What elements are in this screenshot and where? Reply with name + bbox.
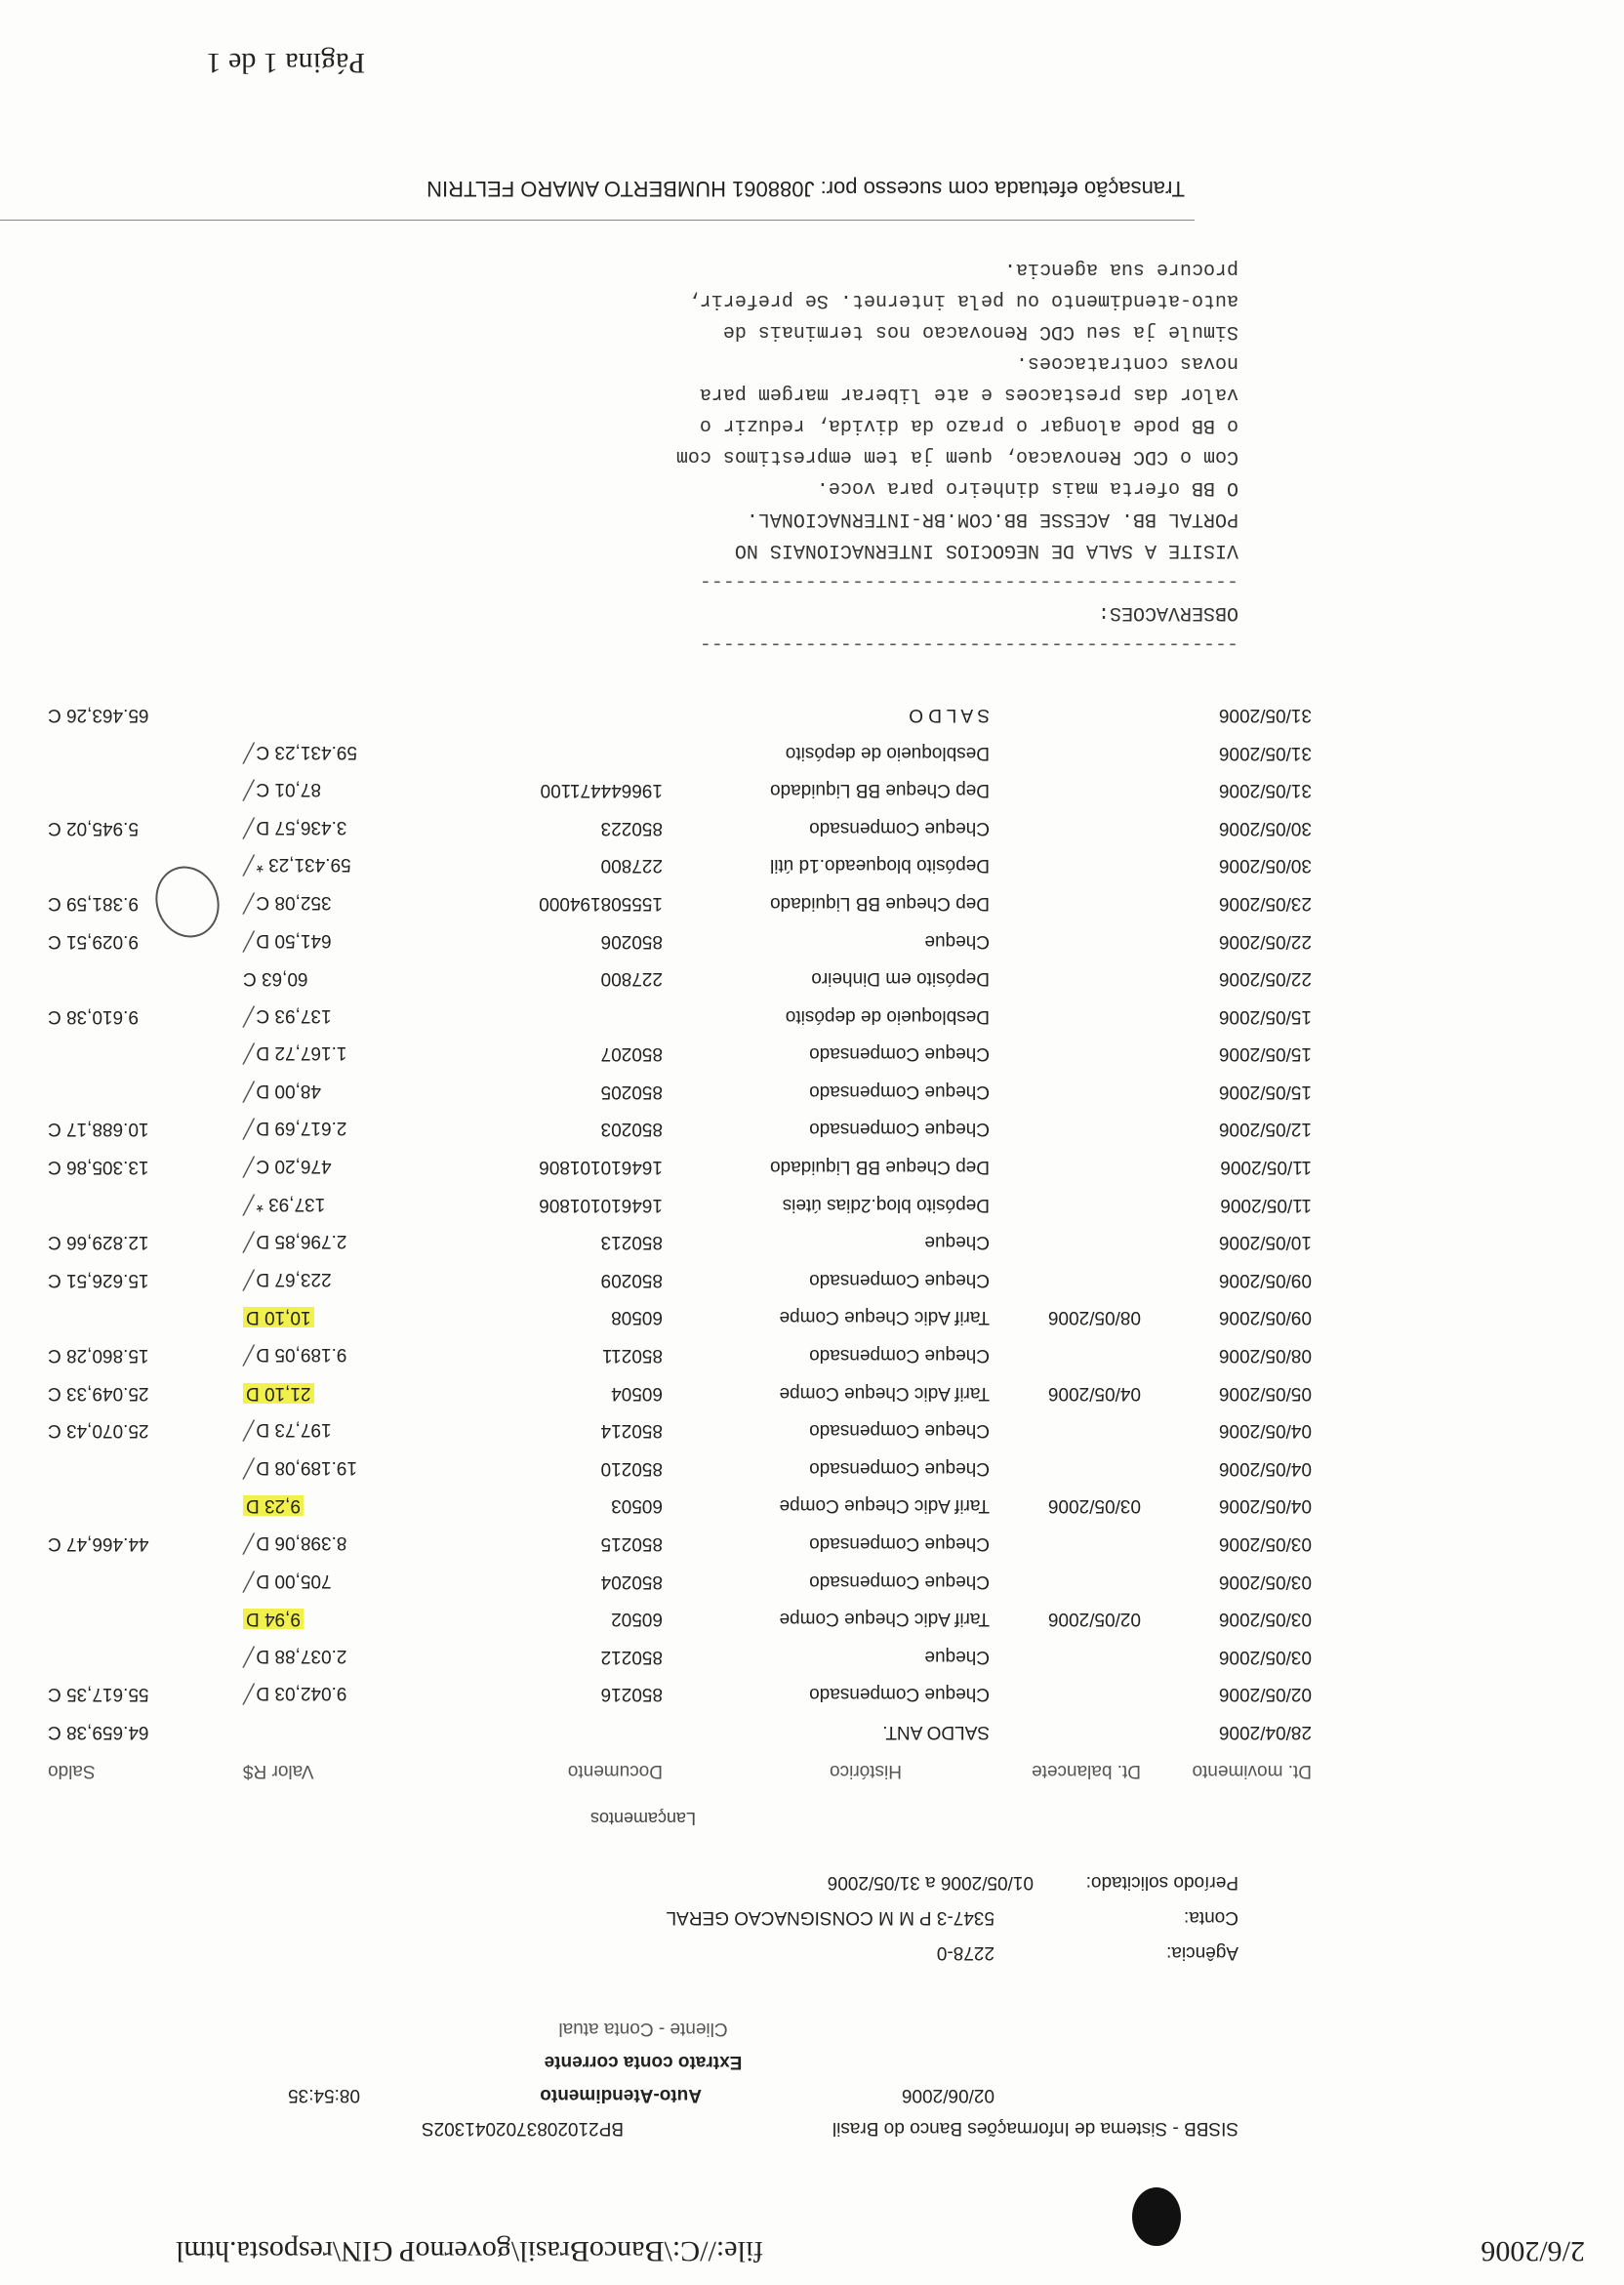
cell-balance: 5.945,02 C xyxy=(48,817,139,838)
ledger-row xyxy=(14,1258,1312,1296)
ledger-row xyxy=(14,693,1312,731)
cell-movement-date: 03/05/2006 xyxy=(1218,1609,1312,1630)
cell-movement-date: 31/05/2006 xyxy=(1218,780,1312,801)
ledger-header-row xyxy=(14,1748,1312,1787)
col-document: Documento xyxy=(567,1761,663,1781)
cell-document-number: 60508 xyxy=(611,1307,663,1328)
cell-document-number: 850211 xyxy=(602,1345,663,1367)
cell-movement-date: 30/05/2006 xyxy=(1218,817,1312,838)
cell-history: Cheque xyxy=(924,1646,990,1667)
cell-movement-date: 03/05/2006 xyxy=(1218,1571,1312,1592)
cell-balance: 12.829,66 C xyxy=(48,1232,149,1253)
statement-title: Extrato conta corrente xyxy=(544,2052,743,2072)
cell-movement-date: 11/05/2006 xyxy=(1220,1194,1312,1215)
ledger-row xyxy=(14,1710,1312,1748)
cell-movement-date: 15/05/2006 xyxy=(1218,1005,1312,1027)
ledger-row xyxy=(14,958,1312,996)
cell-amount: 2.796,85 D╱ xyxy=(243,1231,347,1252)
cell-movement-date: 22/05/2006 xyxy=(1218,968,1312,990)
handwritten-check-icon: ╱ xyxy=(243,1118,255,1139)
cell-document-number: 850206 xyxy=(600,930,663,952)
cell-amount: 3.436,57 D╱ xyxy=(243,816,347,837)
statement-subtitle: Cliente - Conta atual xyxy=(558,2019,728,2039)
cell-document-number: 850214 xyxy=(600,1420,663,1442)
cell-history: Cheque Compensado xyxy=(809,1119,990,1140)
cell-document-number: 850209 xyxy=(600,1269,663,1290)
observation-line: procure sua agencia. xyxy=(1003,258,1238,280)
cell-amount: 59.431,23 C╱ xyxy=(243,741,357,762)
cell-history: Cheque Compensado xyxy=(809,817,990,838)
cell-balance: 13.305,86 C xyxy=(48,1157,149,1178)
cell-amount: 8.398,06 D╱ xyxy=(243,1532,347,1554)
cell-balance: 25.070,43 C xyxy=(48,1420,149,1442)
system-name: SISBB - Sistema de Informações Banco do Brasil xyxy=(832,2118,1238,2139)
cell-amount: 223,67 D╱ xyxy=(243,1268,332,1289)
cell-movement-date: 30/05/2006 xyxy=(1218,855,1312,877)
handwritten-check-icon: ╱ xyxy=(243,1532,255,1554)
cell-amount: 705,00 D╱ xyxy=(243,1570,332,1591)
cell-amount: 60,63 C xyxy=(243,968,308,990)
cell-balance: 64.659,38 C xyxy=(48,1722,149,1742)
observations-title: OBSERVACOES: xyxy=(1097,601,1238,624)
print-file-path: file://C:\BancoBrasil\governoP GIN\resposta.html xyxy=(176,2235,764,2267)
ledger-row xyxy=(14,1673,1312,1711)
cell-amount: 352,08 C╱ xyxy=(243,891,332,913)
cell-movement-date: 22/05/2006 xyxy=(1218,930,1312,952)
observations-text xyxy=(458,249,1238,561)
cell-amount: 137,93 C╱ xyxy=(243,1004,332,1026)
cell-document-number: 850212 xyxy=(600,1646,663,1667)
cell-movement-date: 03/05/2006 xyxy=(1218,1533,1312,1555)
cell-amount: 21,10 D xyxy=(243,1382,467,1404)
cell-document-number: 850215 xyxy=(600,1533,663,1555)
cell-amount: 9.189,05 D╱ xyxy=(243,1344,347,1366)
handwritten-check-icon: ╱ xyxy=(243,1456,255,1478)
divider: ---------------------------------------------- xyxy=(699,570,1238,592)
ledger-row xyxy=(14,1485,1312,1523)
handwritten-check-icon: ╱ xyxy=(243,1268,255,1289)
cell-document-number: 850213 xyxy=(600,1232,663,1253)
handwritten-check-icon: ╱ xyxy=(243,1344,255,1366)
observation-line: PORTAL BB. ACESSE BB.COM.BR-INTERNACIONAL. xyxy=(746,508,1238,530)
handwritten-check-icon: ╱ xyxy=(243,1193,255,1214)
observation-line: novas contratacoes. xyxy=(1015,351,1238,374)
cell-movement-date: 15/05/2006 xyxy=(1218,1081,1312,1102)
handwritten-check-icon: ╱ xyxy=(243,779,255,800)
cell-history: Cheque xyxy=(924,1232,990,1253)
cell-amount: 2.617,69 D╱ xyxy=(243,1118,347,1139)
handwritten-check-icon: ╱ xyxy=(243,816,255,837)
ledger-row xyxy=(14,1371,1312,1409)
cell-history: SALDO ANT. xyxy=(882,1722,990,1742)
cell-movement-date: 04/05/2006 xyxy=(1218,1457,1312,1479)
cell-amount: 19.189,08 D╱ xyxy=(243,1456,357,1478)
col-value: Valor R$ xyxy=(243,1761,314,1781)
cell-balance-date: 03/05/2006 xyxy=(1047,1495,1141,1517)
observations-block xyxy=(458,249,1238,655)
cell-balance-date: 02/05/2006 xyxy=(1047,1609,1141,1630)
cell-amount: 137,93 *╱ xyxy=(243,1193,326,1214)
handwritten-check-icon: ╱ xyxy=(243,1645,255,1666)
col-history: Histórico xyxy=(830,1761,902,1781)
cell-balance: 25.049,33 C xyxy=(48,1382,149,1404)
ink-blot xyxy=(1132,2187,1181,2246)
cell-history: Cheque Compensado xyxy=(809,1043,990,1065)
cell-document-number: 164610101806 xyxy=(539,1194,663,1215)
handwritten-check-icon: ╱ xyxy=(243,1042,255,1064)
cell-document-number: 850207 xyxy=(600,1043,663,1065)
print-date: 2/6/2006 xyxy=(1481,2235,1585,2267)
period-label: Período solicitado: xyxy=(1085,1872,1238,1893)
observation-line: Simule ja seu CDC Renovacao nos terminais de xyxy=(722,320,1238,343)
cell-balance-date: 08/05/2006 xyxy=(1047,1307,1141,1328)
cell-amount: 1.167,72 D╱ xyxy=(243,1042,347,1064)
cell-movement-date: 10/05/2006 xyxy=(1218,1232,1312,1253)
cell-balance: 15.626,51 C xyxy=(48,1269,149,1290)
col-balance: Saldo xyxy=(48,1761,96,1781)
footer-divider xyxy=(0,220,1195,221)
cell-movement-date: 23/05/2006 xyxy=(1218,892,1312,914)
cell-movement-date: 02/05/2006 xyxy=(1218,1684,1312,1705)
ledger-row xyxy=(14,1296,1312,1334)
ledger-row xyxy=(14,1183,1312,1221)
handwritten-check-icon: ╱ xyxy=(243,1080,255,1101)
observation-line: valor das prestacoes e ate liberar margem para xyxy=(699,383,1238,405)
observation-line: o BB pode alongar o prazo da divida, reduzir o xyxy=(699,414,1238,436)
col-movement-date: Dt. movimento xyxy=(1192,1761,1312,1781)
agency-label: Agência: xyxy=(1166,1942,1238,1963)
cell-history: Cheque xyxy=(924,930,990,952)
cell-document-number: 164610101806 xyxy=(539,1157,663,1178)
cell-movement-date: 09/05/2006 xyxy=(1218,1269,1312,1290)
ledger-row xyxy=(14,1221,1312,1259)
ledger-rows xyxy=(14,693,1312,1748)
ledger-row xyxy=(14,1560,1312,1598)
cell-balance: 9.381,59 C xyxy=(48,892,139,914)
handwritten-check-icon: ╱ xyxy=(243,1231,255,1252)
ledger-row xyxy=(14,1598,1312,1636)
cell-movement-date: 12/05/2006 xyxy=(1218,1119,1312,1140)
statement-header xyxy=(48,2006,1238,2139)
handwritten-check-icon: ╱ xyxy=(243,1683,255,1704)
ledger-row xyxy=(14,995,1312,1033)
cell-amount: 197,73 D╱ xyxy=(243,1419,332,1441)
cell-movement-date: 31/05/2006 xyxy=(1218,742,1312,763)
cell-document-number: 196644471100 xyxy=(540,780,663,801)
statement-time: 08:54:35 xyxy=(288,2085,360,2105)
cell-balance: 15.860,28 C xyxy=(48,1345,149,1367)
observation-line: O BB oferta mais dinheiro para voce. xyxy=(816,476,1238,499)
browser-print-header xyxy=(0,2217,1624,2285)
col-balance-date: Dt. balancete xyxy=(1032,1761,1141,1781)
cell-amount: 2.037,88 D╱ xyxy=(243,1645,347,1666)
cell-history: Cheque Compensado xyxy=(809,1571,990,1592)
ledger-row xyxy=(14,1333,1312,1371)
observation-line: auto-atendimento ou pela internet. Se preferir, xyxy=(687,289,1238,311)
handwritten-check-icon: ╱ xyxy=(243,854,255,876)
cell-document-number: 60504 xyxy=(611,1382,663,1404)
cell-history: Dep Cheque BB Liquidado xyxy=(769,1157,990,1178)
cell-movement-date: 04/05/2006 xyxy=(1218,1495,1312,1517)
transaction-confirmation: Transação efetuada com sucesso por: J088061 HUMBERTO AMARO FELTRIN xyxy=(426,177,1185,201)
cell-balance: 10.688,17 C xyxy=(48,1119,149,1140)
cell-amount: 9,23 D xyxy=(243,1494,467,1516)
cell-balance-date: 04/05/2006 xyxy=(1047,1382,1141,1404)
cell-document-number: 850210 xyxy=(600,1457,663,1479)
cell-amount: 641,50 D╱ xyxy=(243,929,332,951)
cell-balance: 55.617,35 C xyxy=(48,1684,149,1705)
cell-history: Cheque Compensado xyxy=(809,1457,990,1479)
cell-history: Depósito bloq.2dias úteis xyxy=(782,1194,990,1215)
account-value: 5347-3 P M M CONSIGNACAO GERAL xyxy=(666,1907,995,1928)
cell-document-number: 60502 xyxy=(611,1609,663,1630)
ledger-row xyxy=(14,1070,1312,1108)
observation-line: VISITE A SALA DE NEGOCIOS INTERNACIONAIS NO xyxy=(734,539,1238,561)
cell-movement-date: 03/05/2006 xyxy=(1218,1646,1312,1667)
period-value: 01/05/2006 a 31/05/2006 xyxy=(827,1872,1034,1893)
cell-document-number: 850223 xyxy=(600,817,663,838)
cell-amount: 476,20 C╱ xyxy=(243,1156,332,1177)
cell-amount: 87,01 C╱ xyxy=(243,779,321,800)
cell-history: Dep Cheque BB Liquidado xyxy=(769,892,990,914)
request-code: BP2102083702041302S xyxy=(421,2118,624,2139)
handwritten-check-icon: ╱ xyxy=(243,1156,255,1177)
ledger-row xyxy=(14,1409,1312,1448)
cell-document-number: 155508194000 xyxy=(539,892,663,914)
cell-amount: 10,10 D xyxy=(243,1306,467,1327)
ledger-row xyxy=(14,731,1312,769)
cell-history: Depósito bloqueado.1d útil xyxy=(769,855,990,877)
statement-date: 02/06/2006 xyxy=(901,2085,995,2105)
cell-amount: 9,94 D xyxy=(243,1608,467,1629)
observation-line: Com o CDC Renovacao, quem ja tem emprestimos com xyxy=(675,445,1238,468)
cell-document-number: 60503 xyxy=(611,1495,663,1517)
cell-balance: 9.029,51 C xyxy=(48,930,139,952)
entries-title: Lançamentos xyxy=(589,1809,697,1828)
page-number: Página 1 de 1 xyxy=(206,47,365,79)
handwritten-check-icon: ╱ xyxy=(243,1419,255,1441)
account-info xyxy=(360,1857,1238,1963)
cell-history: Tarif Adic Cheque Compe xyxy=(779,1495,990,1517)
cell-history: Tarif Adic Cheque Compe xyxy=(779,1382,990,1404)
cell-movement-date: 08/05/2006 xyxy=(1218,1345,1312,1367)
ledger-row xyxy=(14,1447,1312,1485)
cell-document-number: 850204 xyxy=(600,1571,663,1592)
cell-history: Desbloqueio de depósito xyxy=(785,1005,990,1027)
ledger-row xyxy=(14,769,1312,807)
cell-balance: 9.610,38 C xyxy=(48,1005,139,1027)
cell-history: Cheque Compensado xyxy=(809,1081,990,1102)
divider: ---------------------------------------------- xyxy=(699,632,1238,655)
cell-history: Desbloqueio de depósito xyxy=(785,742,990,763)
ledger-table xyxy=(14,693,1312,1787)
cell-document-number: 850205 xyxy=(600,1081,663,1102)
handwritten-check-icon: ╱ xyxy=(243,929,255,951)
cell-amount: 59.431,23 *╱ xyxy=(243,854,351,876)
cell-movement-date: 28/04/2006 xyxy=(1218,1722,1312,1742)
cell-balance: 44.466,47 C xyxy=(48,1533,149,1555)
cell-history: S A L D O xyxy=(909,704,990,725)
cell-amount: 48,00 D╱ xyxy=(243,1080,321,1101)
cell-movement-date: 05/05/2006 xyxy=(1218,1382,1312,1404)
ledger-row xyxy=(14,1108,1312,1146)
cell-document-number: 850203 xyxy=(600,1119,663,1140)
account-label: Conta: xyxy=(1184,1907,1238,1928)
cell-history: Cheque Compensado xyxy=(809,1345,990,1367)
handwritten-check-icon: ╱ xyxy=(243,1004,255,1026)
cell-document-number: 227800 xyxy=(600,855,663,877)
ledger-row xyxy=(14,844,1312,882)
cell-movement-date: 15/05/2006 xyxy=(1218,1043,1312,1065)
ledger-row xyxy=(14,1635,1312,1673)
cell-history: Tarif Adic Cheque Compe xyxy=(779,1307,990,1328)
cell-history: Depósito em Dinheiro xyxy=(811,968,990,990)
ledger-row xyxy=(14,1033,1312,1071)
cell-balance: 65.463,26 C xyxy=(48,704,149,725)
agency-value: 2278-0 xyxy=(936,1942,995,1963)
ledger-row xyxy=(14,1522,1312,1560)
cell-movement-date: 31/05/2006 xyxy=(1218,704,1312,725)
channel-name: Auto-Atendimento xyxy=(540,2085,702,2105)
cell-movement-date: 09/05/2006 xyxy=(1218,1307,1312,1328)
handwritten-check-icon: ╱ xyxy=(243,1570,255,1591)
cell-history: Tarif Adic Cheque Compe xyxy=(779,1609,990,1630)
cell-movement-date: 04/05/2006 xyxy=(1218,1420,1312,1442)
cell-history: Cheque Compensado xyxy=(809,1420,990,1442)
handwritten-check-icon: ╱ xyxy=(243,891,255,913)
cell-document-number: 850216 xyxy=(600,1684,663,1705)
ledger-row xyxy=(14,806,1312,844)
handwritten-check-icon: ╱ xyxy=(243,741,255,762)
ledger-row xyxy=(14,1146,1312,1184)
cell-amount: 9.042,03 D╱ xyxy=(243,1683,347,1704)
cell-history: Cheque Compensado xyxy=(809,1684,990,1705)
cell-history: Cheque Compensado xyxy=(809,1533,990,1555)
cell-history: Cheque Compensado xyxy=(809,1269,990,1290)
cell-movement-date: 11/05/2006 xyxy=(1220,1157,1312,1178)
cell-history: Dep Cheque BB Liquidado xyxy=(769,780,990,801)
cell-document-number: 227800 xyxy=(600,968,663,990)
